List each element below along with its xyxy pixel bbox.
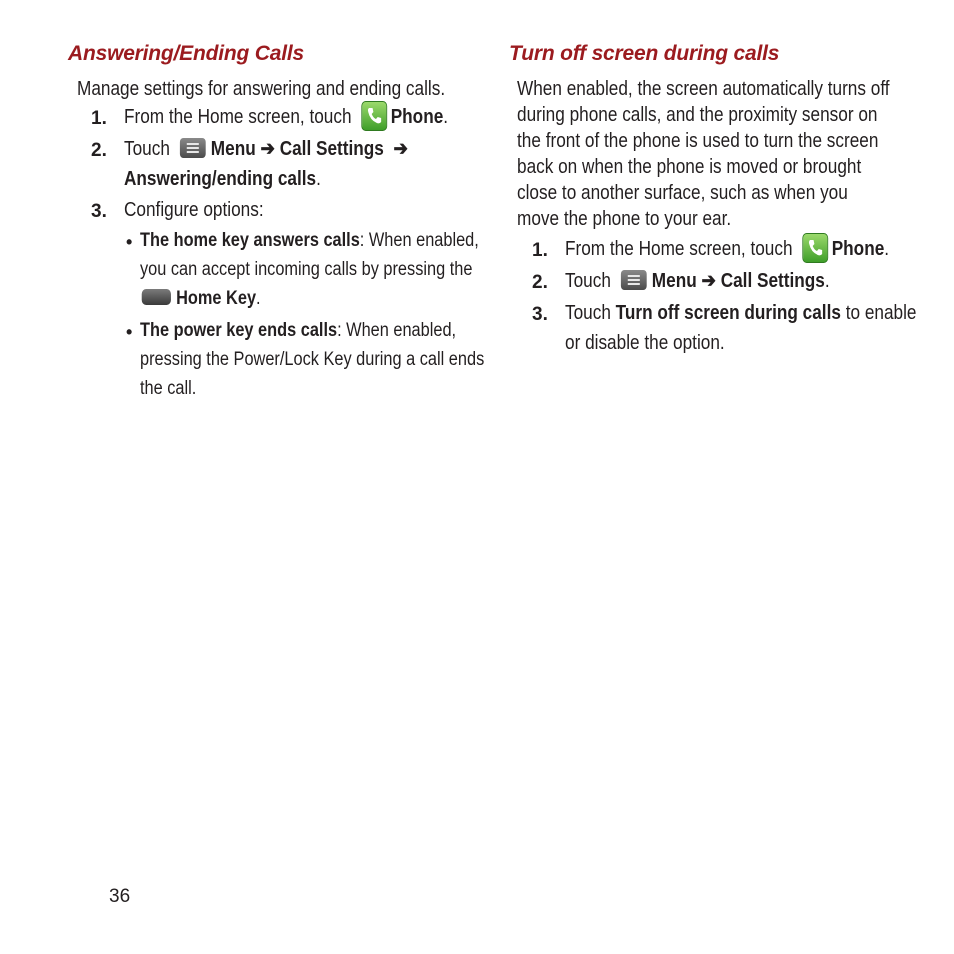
description-paragraph [517, 76, 950, 232]
step-2 [124, 133, 454, 165]
paragraph-line: the front of the phone is used to turn the screen [517, 130, 879, 152]
step-1 [124, 101, 501, 133]
home-key-label: Home Key [176, 288, 257, 309]
turn-off-screen-label: Turn off screen during calls [615, 302, 841, 324]
section-heading-answering: Answering/Ending Calls [68, 42, 304, 65]
paragraph-line: back on when the phone is moved or brought [517, 156, 862, 178]
step-text: or disable the option. [565, 332, 725, 354]
menu-label: Menu [210, 138, 256, 160]
bullet-home-key [140, 226, 534, 313]
bullet-text: you can accept incoming calls by pressing the [140, 259, 473, 280]
phone-icon [802, 233, 828, 263]
intro-text [77, 76, 505, 102]
bullet-power-key [140, 316, 540, 403]
punctuation: . [256, 288, 261, 309]
menu-icon [621, 270, 647, 290]
intro-sentence: Manage settings for answering and ending calls. [77, 78, 446, 100]
bullet-mark: • [126, 232, 133, 252]
arrow-icon: ➔ [701, 270, 716, 292]
punctuation: . [443, 106, 449, 128]
step-2-continued [124, 163, 353, 195]
step-3 [565, 297, 954, 329]
punctuation: . [316, 168, 321, 190]
step-number: 3. [91, 201, 107, 222]
bullet-mark: • [126, 322, 133, 342]
section-heading-turn-off-screen: Turn off screen during calls [509, 42, 780, 65]
step-number: 2. [532, 272, 548, 293]
bullet-title: The power key ends calls [140, 320, 338, 341]
punctuation: . [884, 238, 890, 260]
step-number: 3. [532, 304, 548, 325]
bullet-text: : When enabled, [337, 320, 457, 341]
arrow-icon: ➔ [393, 138, 408, 160]
call-settings-label: Call Settings [720, 270, 825, 292]
step-text: Touch [565, 270, 611, 292]
answering-ending-calls-label: Answering/ending calls [124, 168, 317, 190]
paragraph-line: during phone calls, and the proximity sensor on [517, 104, 878, 126]
paragraph-line: close to another surface, such as when you [517, 182, 848, 204]
bullet-text: pressing the Power/Lock Key during a call ends [140, 349, 485, 370]
punctuation: . [824, 270, 830, 292]
step-2 [565, 265, 873, 297]
step-text: From the Home screen, touch [565, 238, 793, 260]
step-text: From the Home screen, touch [124, 106, 352, 128]
step-text: to enable [845, 302, 917, 324]
call-settings-label: Call Settings [279, 138, 384, 160]
bullet-title: The home key answers calls [140, 230, 360, 251]
arrow-icon: ➔ [260, 138, 275, 160]
step-text: Configure options: [124, 199, 264, 221]
step-3 [124, 194, 286, 226]
step-1 [565, 233, 942, 265]
menu-label: Menu [651, 270, 697, 292]
step-3-continued [565, 327, 751, 359]
bullet-text: the call. [140, 378, 197, 399]
paragraph-line: When enabled, the screen automatically turns off [517, 78, 890, 100]
step-number: 1. [91, 108, 107, 129]
paragraph-line: move the phone to your ear. [517, 208, 732, 230]
home-key-icon [142, 289, 171, 305]
bullet-text: : When enabled, [359, 230, 479, 251]
menu-icon [180, 138, 206, 158]
step-number: 2. [91, 140, 107, 161]
step-number: 1. [532, 240, 548, 261]
phone-label: Phone [831, 238, 885, 260]
phone-icon [361, 101, 387, 131]
phone-label: Phone [390, 106, 444, 128]
step-text: Touch [124, 138, 170, 160]
page-number: 36 [109, 886, 131, 907]
step-text: Touch [565, 302, 611, 324]
